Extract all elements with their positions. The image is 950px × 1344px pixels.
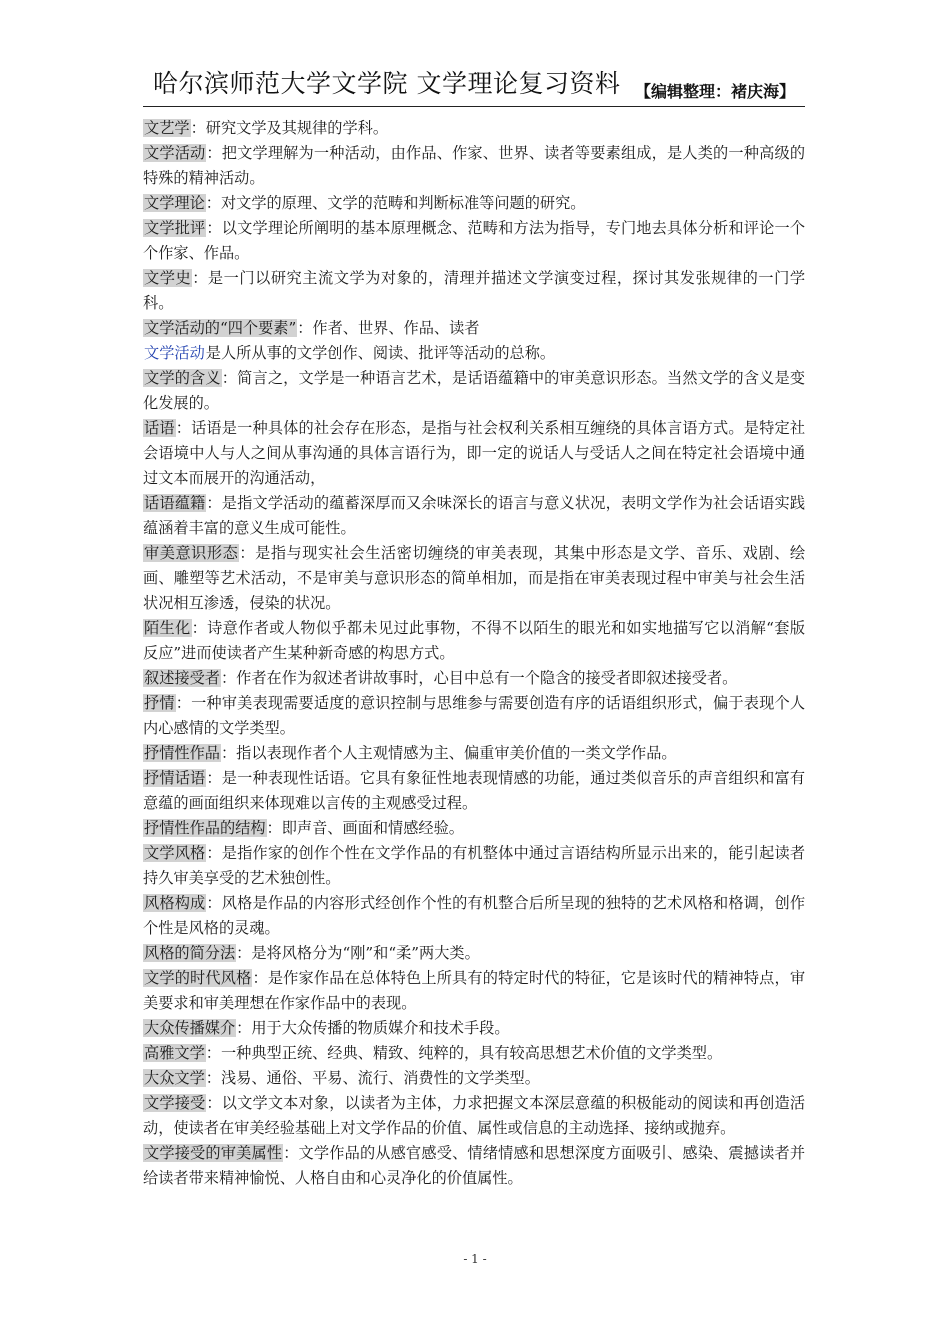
entry-term: 风格的简分法 — [144, 944, 236, 962]
entry-term: 文艺学 — [144, 119, 190, 137]
entry-term: 话语 — [144, 419, 175, 437]
glossary-entry — [143, 491, 805, 541]
entry-term: 文学风格 — [144, 844, 206, 862]
glossary-entry — [143, 941, 805, 966]
entry-term: 文学史 — [144, 269, 192, 287]
entry-definition: ：是指文学活动的蕴蓄深厚而又余味深长的语言与意义状况，表明文学作为社会话语实践蕴涵着丰富的意义生成可能性。 — [143, 494, 806, 537]
entry-term: 文学活动 — [144, 144, 206, 162]
entry-term: 风格构成 — [144, 894, 206, 912]
entry-term: 话语蕴籍 — [144, 494, 206, 512]
entry-term: 大众传播媒介 — [144, 1019, 236, 1037]
glossary-entry — [143, 191, 805, 216]
entry-definition: ：是一门以研究主流文学为对象的，清理并描述文学演变过程，探讨其发张规律的一门学科。 — [143, 269, 806, 312]
glossary-entry — [143, 1016, 805, 1041]
glossary-entry — [143, 366, 805, 416]
glossary-entry — [143, 666, 805, 691]
glossary-entry — [143, 841, 805, 891]
entry-definition: ：把文学理解为一种活动，由作品、作家、世界、读者等要素组成，是人类的一种高级的特殊的精神活动。 — [143, 144, 806, 187]
entry-definition: 是人所从事的文学创作、阅读、批评等活动的总称。 — [205, 344, 556, 362]
entry-term: 抒情性作品 — [144, 744, 220, 762]
entry-term: 文学的含义 — [144, 369, 221, 387]
glossary-entry — [143, 1091, 805, 1141]
glossary-entry — [143, 141, 805, 191]
entry-definition: ：以文学文本对象，以读者为主体，力求把握文本深层意蕴的积极能动的阅读和再创造活动，使读者在审美经验基础上对文学作品的价值、属性或信息的主动选择、接纳或抛弃。 — [143, 1094, 806, 1137]
entry-definition: ：以文学理论所阐明的基本原理概念、范畴和方法为指导，专门地去具体分析和评论一个个作家、作品。 — [143, 219, 806, 262]
page-header — [143, 62, 805, 107]
glossary-entry — [143, 266, 805, 316]
entry-term-link[interactable]: 文学活动 — [144, 344, 205, 362]
glossary-entry — [143, 891, 805, 941]
entry-definition: ：用于大众传播的物质媒介和技术手段。 — [236, 1019, 510, 1037]
entry-definition: ：一种典型正统、经典、精致、纯粹的，具有较高思想艺术价值的文学类型。 — [205, 1044, 723, 1062]
entry-definition: ：简言之，文学是一种语言艺术，是话语蕴籍中的审美意识形态。当然文学的含义是变化发展的。 — [143, 369, 806, 412]
entry-term: 文学接受的审美属性 — [144, 1144, 283, 1162]
document-title: 哈尔滨师范大学文学院 文学理论复习资料 — [153, 69, 621, 98]
glossary-entry — [143, 1041, 805, 1066]
glossary-entry — [143, 816, 805, 841]
entry-definition: ：风格是作品的内容形式经创作个性的有机整合后所呈现的独特的艺术风格和格调，创作个性是风格的灵魂。 — [143, 894, 806, 937]
entry-definition: ：是作家作品在总体特色上所具有的特定时代的特征，它是该时代的精神特点，审美要求和审美理想在作家作品中的表现。 — [143, 969, 805, 1012]
glossary-entry — [143, 741, 805, 766]
glossary-entry — [143, 1066, 805, 1091]
editor-credit: 【编辑整理：褚庆海】 — [634, 82, 795, 101]
entry-term: 审美意识形态 — [144, 544, 239, 562]
entry-term: 文学理论 — [144, 194, 205, 212]
entry-definition: ：是一种表现性话语。它具有象征性地表现情感的功能，通过类似音乐的声音组织和富有意蕴的画面组织来体现难以言传的主观感受过程。 — [143, 769, 806, 812]
glossary-entry — [143, 541, 805, 616]
page-number: - 1 - — [463, 1252, 487, 1266]
entry-definition: ：话语是一种具体的社会存在形态，是指与社会权利关系相互缠绕的具体言语方式。是特定社会语境中人与人之间从事沟通的具体言语行为，即一定的说话人与受话人之间在特定社会语境中通过文本而展开的沟通活动， — [143, 419, 806, 487]
glossary-entry — [143, 416, 805, 491]
glossary-entry — [143, 616, 805, 666]
entry-term: 文学活动的“四个要素” — [144, 319, 297, 337]
entry-term: 文学接受 — [144, 1094, 206, 1112]
glossary-content — [143, 116, 805, 1191]
entry-definition: ：作者在作为叙述者讲故事时，心目中总有一个隐含的接受者即叙述接受者。 — [220, 669, 738, 687]
entry-definition: ：是指作家的创作个性在文学作品的有机整体中通过言语结构所显示出来的，能引起读者持久审美享受的艺术独创性。 — [143, 844, 806, 887]
glossary-entry — [143, 316, 805, 341]
glossary-entry — [143, 691, 805, 741]
entry-definition: ：是指与现实社会生活密切缠绕的审美表现，其集中形态是文学、音乐、戏剧、绘画、雕塑等艺术活动，不是审美与意识形态的简单相加，而是指在审美表现过程中审美与社会生活状况相互渗透，侵染的状况。 — [143, 544, 806, 612]
glossary-entry — [143, 116, 805, 141]
entry-definition: ：诗意作者或人物似乎都未见过此事物，不得不以陌生的眼光和如实地描写它以消解“套版反应”进而使读者产生某种新奇感的构思方式。 — [143, 619, 806, 662]
entry-term: 大众文学 — [144, 1069, 205, 1087]
glossary-entry — [143, 966, 805, 1016]
entry-term: 叙述接受者 — [144, 669, 220, 687]
entry-definition: ：文学作品的从感官感受、情绪情感和思想深度方面吸引、感染、震撼读者并给读者带来精神愉悦、人格自由和心灵净化的价值属性。 — [143, 1144, 806, 1187]
entry-definition: ：作者、世界、作品、读者 — [297, 319, 480, 337]
entry-definition: ：是将风格分为“刚”和“柔”两大类。 — [236, 944, 480, 962]
entry-definition: ：研究文学及其规律的学科。 — [190, 119, 388, 137]
glossary-entry — [143, 766, 805, 816]
entry-term: 陌生化 — [144, 619, 191, 637]
entry-term: 抒情 — [144, 694, 175, 712]
entry-definition: ：一种审美表现需要适度的意识控制与思维参与需要创造有序的话语组织形式，偏于表现个人内心感情的文学类型。 — [143, 694, 806, 737]
glossary-entry — [143, 216, 805, 266]
entry-term: 高雅文学 — [144, 1044, 205, 1062]
entry-definition: ：浅易、通俗、平易、流行、消费性的文学类型。 — [205, 1069, 540, 1087]
glossary-entry — [143, 1141, 805, 1191]
glossary-entry — [143, 341, 805, 366]
entry-definition: ：即声音、画面和情感经验。 — [266, 819, 464, 837]
entry-term: 抒情话语 — [144, 769, 206, 787]
entry-term: 文学的时代风格 — [144, 969, 252, 987]
entry-definition: ：指以表现作者个人主观情感为主、偏重审美价值的一类文学作品。 — [220, 744, 677, 762]
entry-term: 抒情性作品的结构 — [144, 819, 266, 837]
entry-term: 文学批评 — [144, 219, 206, 237]
entry-definition: ：对文学的原理、文学的范畴和判断标准等问题的研究。 — [205, 194, 586, 212]
